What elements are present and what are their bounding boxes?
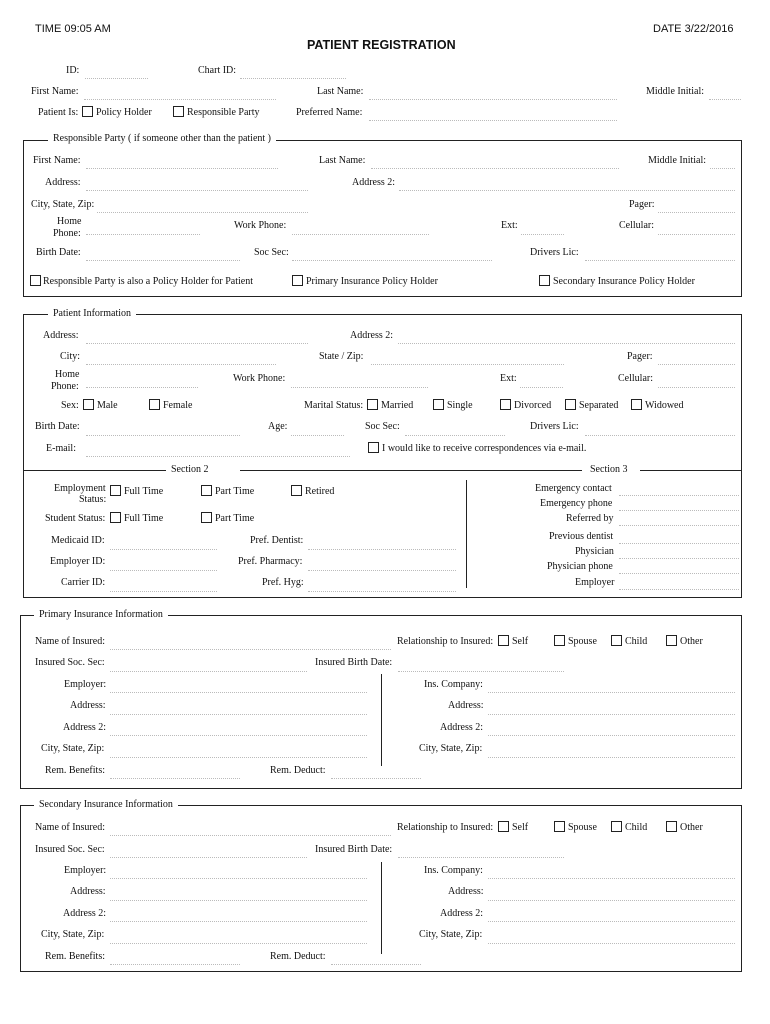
previous-dentist-field[interactable] xyxy=(619,543,739,544)
rp-work-phone-label: Work Phone: xyxy=(234,220,287,231)
emp-full-time-label: Full Time xyxy=(124,486,164,497)
pri-address-field[interactable] xyxy=(110,714,367,715)
pref-pharmacy-label: Pref. Pharmacy: xyxy=(238,556,303,567)
pt-address2-label: Address 2: xyxy=(350,330,394,341)
sec-address2-field[interactable] xyxy=(110,921,367,922)
section2-rule-left xyxy=(23,470,166,471)
preferred-name-field[interactable] xyxy=(369,120,617,121)
rp-birth-date-label: Birth Date: xyxy=(36,247,81,258)
section-divider xyxy=(466,480,467,588)
sec-address-field[interactable] xyxy=(110,900,367,901)
pt-age-field[interactable] xyxy=(291,435,344,436)
pt-ext-label: Ext: xyxy=(500,373,517,384)
sec-name-of-insured-label: Name of Insured: xyxy=(35,822,105,833)
page-title: PATIENT REGISTRATION xyxy=(307,38,456,52)
rp-birth-date-field[interactable] xyxy=(86,260,240,261)
pri-employer-label: Employer: xyxy=(64,679,107,690)
pt-marital-status-label: Marital Status: xyxy=(304,400,364,411)
pri-spouse-label: Spouse xyxy=(568,636,597,647)
medicaid-id-field[interactable] xyxy=(110,549,217,550)
policy-holder-checkbox[interactable] xyxy=(82,106,93,117)
policy-holder-label: Policy Holder xyxy=(96,107,152,118)
chart-id-field[interactable] xyxy=(240,78,346,79)
pt-work-phone-label: Work Phone: xyxy=(233,373,286,384)
emp-part-time-checkbox[interactable] xyxy=(201,485,212,496)
rp-city-state-zip-field[interactable] xyxy=(97,212,308,213)
sec-employer-field[interactable] xyxy=(110,878,367,879)
rp-middle-initial-label: Middle Initial: xyxy=(648,155,707,166)
pri-other-checkbox[interactable] xyxy=(666,635,677,646)
carrier-id-label: Carrier ID: xyxy=(61,577,106,588)
sec-address-r-label: Address: xyxy=(448,886,484,897)
rp-cellular-label: Cellular: xyxy=(619,220,654,231)
rp-middle-initial-field[interactable] xyxy=(710,168,735,169)
pt-birth-date-field[interactable] xyxy=(86,435,240,436)
rp-soc-sec-label: Soc Sec: xyxy=(254,247,289,258)
pt-pager-field[interactable] xyxy=(658,364,735,365)
sec-address2-label: Address 2: xyxy=(63,908,107,919)
pri-address-r-field[interactable] xyxy=(488,714,735,715)
preferred-name-label: Preferred Name: xyxy=(296,107,363,118)
sec-other-label: Other xyxy=(680,822,703,833)
rp-cellular-field[interactable] xyxy=(658,234,735,235)
pt-cellular-field[interactable] xyxy=(658,387,735,388)
pt-email-opt-label: I would like to receive correspondences via e-mail. xyxy=(382,443,587,454)
emergency-phone-field[interactable] xyxy=(619,510,739,511)
sec-self-checkbox[interactable] xyxy=(498,821,509,832)
pt-separated-label: Separated xyxy=(579,400,619,411)
rp-first-name-label: First Name: xyxy=(33,155,81,166)
pri-insured-soc-sec-field[interactable] xyxy=(110,671,307,672)
emp-part-time-label: Part Time xyxy=(215,486,255,497)
pt-female-label: Female xyxy=(163,400,193,411)
patient-information-title: Patient Information xyxy=(48,308,136,319)
time-stamp: TIME 09:05 AM xyxy=(35,23,111,35)
sec-name-of-insured-field[interactable] xyxy=(110,835,391,836)
sec-address2-r-label: Address 2: xyxy=(440,908,484,919)
pri-rem-deduct-field[interactable] xyxy=(331,778,421,779)
referred-by-field[interactable] xyxy=(619,525,739,526)
emp-retired-label: Retired xyxy=(305,486,335,497)
pt-drivers-lic-field[interactable] xyxy=(585,435,735,436)
emp-full-time-checkbox[interactable] xyxy=(110,485,121,496)
rp-last-name-label: Last Name: xyxy=(319,155,366,166)
pt-male-label: Male xyxy=(97,400,118,411)
emergency-contact-field[interactable] xyxy=(619,495,739,496)
last-name-field[interactable] xyxy=(369,99,617,100)
student-full-time-checkbox[interactable] xyxy=(110,512,121,523)
carrier-id-field[interactable] xyxy=(110,591,217,592)
pt-drivers-lic-label: Drivers Lic: xyxy=(530,421,579,432)
rp-work-phone-field[interactable] xyxy=(292,234,429,235)
student-full-time-label: Full Time xyxy=(124,513,164,524)
rp-drivers-lic-field[interactable] xyxy=(585,260,735,261)
sec-address2-r-field[interactable] xyxy=(488,921,735,922)
rp-secondary-holder-checkbox[interactable] xyxy=(539,275,550,286)
primary-divider xyxy=(381,674,382,766)
pri-address2-field[interactable] xyxy=(110,735,367,736)
middle-initial-field[interactable] xyxy=(709,99,741,100)
student-part-time-label: Part Time xyxy=(215,513,255,524)
pri-address2-r-label: Address 2: xyxy=(440,722,484,733)
sec-city-state-zip-field[interactable] xyxy=(110,943,367,944)
medicaid-id-label: Medicaid ID: xyxy=(51,535,105,546)
pt-ext-field[interactable] xyxy=(520,387,563,388)
pt-single-label: Single xyxy=(447,400,473,411)
pt-address-label: Address: xyxy=(43,330,79,341)
pref-pharmacy-field[interactable] xyxy=(308,570,456,571)
chart-id-label: Chart ID: xyxy=(198,65,237,76)
date-stamp: DATE 3/22/2016 xyxy=(653,23,734,35)
rp-drivers-lic-label: Drivers Lic: xyxy=(530,247,579,258)
sec-city-state-zip-r-field[interactable] xyxy=(488,943,735,944)
physician-phone-field[interactable] xyxy=(619,573,739,574)
pref-hyg-label: Pref. Hyg: xyxy=(262,577,304,588)
rp-home-label: Home xyxy=(57,216,82,227)
sec-rem-benefits-field[interactable] xyxy=(110,964,240,965)
pref-dentist-label: Pref. Dentist: xyxy=(250,535,304,546)
id-field[interactable] xyxy=(85,78,148,79)
rp-primary-holder-checkbox[interactable] xyxy=(292,275,303,286)
pt-home-phone-field[interactable] xyxy=(86,387,198,388)
student-part-time-checkbox[interactable] xyxy=(201,512,212,523)
sec-insured-soc-sec-field[interactable] xyxy=(110,857,307,858)
sec-rem-deduct-field[interactable] xyxy=(331,964,421,965)
sec-child-checkbox[interactable] xyxy=(611,821,622,832)
rp-home-phone-field[interactable] xyxy=(86,234,200,235)
pref-dentist-field[interactable] xyxy=(308,549,456,550)
last-name-label: Last Name: xyxy=(317,86,364,97)
pt-married-checkbox[interactable] xyxy=(367,399,378,410)
pt-address2-field[interactable] xyxy=(398,343,735,344)
rp-also-policy-holder-checkbox[interactable] xyxy=(30,275,41,286)
pri-relationship-label: Relationship to Insured: xyxy=(397,636,494,647)
sec-child-label: Child xyxy=(625,822,648,833)
middle-initial-label: Middle Initial: xyxy=(646,86,705,97)
pt-widowed-checkbox[interactable] xyxy=(631,399,642,410)
pref-hyg-field[interactable] xyxy=(308,591,456,592)
emp-retired-checkbox[interactable] xyxy=(291,485,302,496)
pri-insured-birth-date-label: Insured Birth Date: xyxy=(315,657,393,668)
sec-city-state-zip-r-label: City, State, Zip: xyxy=(419,929,483,940)
responsible-party-checkbox[interactable] xyxy=(173,106,184,117)
first-name-field[interactable] xyxy=(84,99,276,100)
rp-soc-sec-field[interactable] xyxy=(292,260,492,261)
sec-spouse-checkbox[interactable] xyxy=(554,821,565,832)
patient-is-label: Patient Is: xyxy=(38,107,79,118)
pt-female-checkbox[interactable] xyxy=(149,399,160,410)
pt-state-zip-field[interactable] xyxy=(371,364,564,365)
section3-title: Section 3 xyxy=(590,464,628,475)
rp-ext-label: Ext: xyxy=(501,220,518,231)
sec-employer-label: Employer: xyxy=(64,865,107,876)
physician-field[interactable] xyxy=(619,558,739,559)
sec-city-state-zip-label: City, State, Zip: xyxy=(41,929,105,940)
rp-first-name-field[interactable] xyxy=(86,168,278,169)
sec-address-label: Address: xyxy=(70,886,106,897)
pt-email-label: E-mail: xyxy=(46,443,76,454)
rp-ext-field[interactable] xyxy=(521,234,564,235)
pt-married-label: Married xyxy=(381,400,414,411)
sec-rem-benefits-label: Rem. Benefits: xyxy=(45,951,105,962)
emergency-phone-label: Emergency phone xyxy=(540,498,613,509)
responsible-party-label: Responsible Party xyxy=(187,107,260,118)
employment-status-label: Status: xyxy=(79,494,107,505)
physician-label: Physician xyxy=(575,546,614,557)
pt-male-checkbox[interactable] xyxy=(83,399,94,410)
pt-birth-date-label: Birth Date: xyxy=(35,421,80,432)
previous-dentist-label: Previous dentist xyxy=(549,531,614,542)
pri-child-label: Child xyxy=(625,636,648,647)
pt-email-opt-checkbox[interactable] xyxy=(368,442,379,453)
pt-cellular-label: Cellular: xyxy=(618,373,653,384)
pt-address-field[interactable] xyxy=(86,343,308,344)
pri-name-of-insured-label: Name of Insured: xyxy=(35,636,105,647)
first-name-label: First Name: xyxy=(31,86,79,97)
responsible-party-title: Responsible Party ( if someone other than the patient ) xyxy=(48,133,276,144)
rp-also-policy-holder-label: Responsible Party is also a Policy Holder for Patient xyxy=(43,276,253,287)
section3-rule-right xyxy=(640,470,742,471)
pt-single-checkbox[interactable] xyxy=(433,399,444,410)
physician-phone-label: Physician phone xyxy=(547,561,613,572)
pt-city-label: City: xyxy=(60,351,81,362)
rp-address2-field[interactable] xyxy=(399,190,735,191)
pri-employer-field[interactable] xyxy=(110,692,367,693)
pt-state-zip-label: State / Zip: xyxy=(319,351,364,362)
sec-insured-birth-date-field[interactable] xyxy=(398,857,564,858)
sec-insured-birth-date-label: Insured Birth Date: xyxy=(315,844,393,855)
pri-rem-benefits-field[interactable] xyxy=(110,778,240,779)
pt-email-field[interactable] xyxy=(86,456,350,457)
rp-phone-label: Phone: xyxy=(53,228,81,239)
pri-insured-soc-sec-label: Insured Soc. Sec: xyxy=(35,657,105,668)
sec-insured-soc-sec-label: Insured Soc. Sec: xyxy=(35,844,105,855)
pt-age-label: Age: xyxy=(268,421,288,432)
section-rule-middle xyxy=(240,470,582,471)
employer-id-label: Employer ID: xyxy=(50,556,106,567)
section2-title: Section 2 xyxy=(171,464,209,475)
sec-address-r-field[interactable] xyxy=(488,900,735,901)
pri-city-state-zip-label: City, State, Zip: xyxy=(41,743,105,754)
employer-field[interactable] xyxy=(619,589,739,590)
pri-name-of-insured-field[interactable] xyxy=(110,649,391,650)
pri-address-label: Address: xyxy=(70,700,106,711)
sec-other-checkbox[interactable] xyxy=(666,821,677,832)
pt-city-field[interactable] xyxy=(86,364,276,365)
pri-city-state-zip-field[interactable] xyxy=(110,757,367,758)
pt-soc-sec-field[interactable] xyxy=(405,435,505,436)
employer-label: Employer xyxy=(575,577,615,588)
employment-label: Employment xyxy=(54,483,106,494)
rp-address2-label: Address 2: xyxy=(352,177,396,188)
sec-relationship-label: Relationship to Insured: xyxy=(397,822,494,833)
rp-last-name-field[interactable] xyxy=(371,168,619,169)
pt-pager-label: Pager: xyxy=(627,351,653,362)
pri-address2-r-field[interactable] xyxy=(488,735,735,736)
rp-pager-label: Pager: xyxy=(629,199,655,210)
secondary-insurance-title: Secondary Insurance Information xyxy=(34,799,178,810)
pri-city-state-zip-r-label: City, State, Zip: xyxy=(419,743,483,754)
sec-spouse-label: Spouse xyxy=(568,822,597,833)
pri-insured-birth-date-field[interactable] xyxy=(398,671,564,672)
rp-address-field[interactable] xyxy=(86,190,308,191)
emergency-contact-label: Emergency contact xyxy=(535,483,612,494)
pri-rem-benefits-label: Rem. Benefits: xyxy=(45,765,105,776)
pt-divorced-label: Divorced xyxy=(514,400,552,411)
rp-address-label: Address: xyxy=(45,177,81,188)
rp-primary-holder-label: Primary Insurance Policy Holder xyxy=(306,276,438,287)
pri-address2-label: Address 2: xyxy=(63,722,107,733)
sec-self-label: Self xyxy=(512,822,529,833)
pt-soc-sec-label: Soc Sec: xyxy=(365,421,400,432)
sec-ins-company-label: Ins. Company: xyxy=(424,865,483,876)
pri-rem-deduct-label: Rem. Deduct: xyxy=(270,765,326,776)
pri-ins-company-field[interactable] xyxy=(488,692,735,693)
responsible-party-section xyxy=(23,140,742,297)
pri-self-checkbox[interactable] xyxy=(498,635,509,646)
pri-spouse-checkbox[interactable] xyxy=(554,635,565,646)
sec-ins-company-field[interactable] xyxy=(488,878,735,879)
pri-city-state-zip-r-field[interactable] xyxy=(488,757,735,758)
student-status-label: Student Status: xyxy=(45,513,106,524)
primary-insurance-title: Primary Insurance Information xyxy=(34,609,168,620)
pt-phone-label: Phone: xyxy=(51,381,79,392)
pt-widowed-label: Widowed xyxy=(645,400,684,411)
pt-home-label: Home xyxy=(55,369,80,380)
pt-separated-checkbox[interactable] xyxy=(565,399,576,410)
secondary-divider xyxy=(381,862,382,954)
employer-id-field[interactable] xyxy=(110,570,217,571)
pt-sex-label: Sex: xyxy=(61,400,79,411)
id-label: ID: xyxy=(66,65,80,76)
pri-self-label: Self xyxy=(512,636,529,647)
rp-pager-field[interactable] xyxy=(658,212,735,213)
rp-city-state-zip-label: City, State, Zip: xyxy=(31,199,95,210)
pri-child-checkbox[interactable] xyxy=(611,635,622,646)
pri-address-r-label: Address: xyxy=(448,700,484,711)
pri-ins-company-label: Ins. Company: xyxy=(424,679,483,690)
pt-divorced-checkbox[interactable] xyxy=(500,399,511,410)
referred-by-label: Referred by xyxy=(566,513,614,524)
rp-secondary-holder-label: Secondary Insurance Policy Holder xyxy=(553,276,695,287)
sec-rem-deduct-label: Rem. Deduct: xyxy=(270,951,326,962)
pt-work-phone-field[interactable] xyxy=(291,387,428,388)
pri-other-label: Other xyxy=(680,636,703,647)
